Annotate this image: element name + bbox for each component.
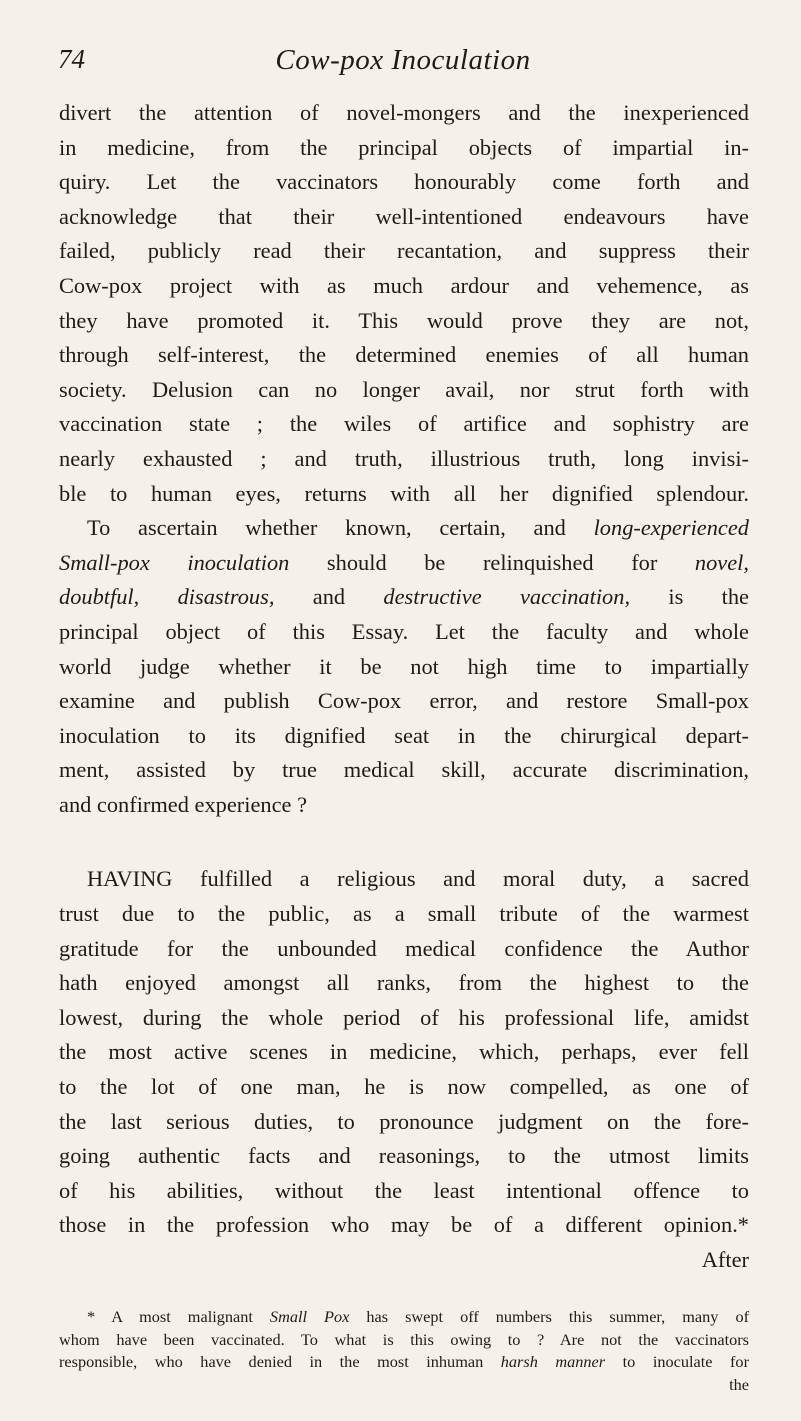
text-line: inoculation to its dignified seat in the chirurgical depart- [59,722,749,748]
text-line: those in the profession who may be of a different opinion.* [59,1212,749,1238]
italic-run: harsh manner [500,1352,606,1371]
text-run: responsible, who have denied in the most inhuman [59,1352,501,1371]
text-line [59,580,749,615]
text-line: nearly exhausted ; and truth, illustrious truth, long invisi- [59,445,749,471]
text-line: the last serious duties, to pronounce judgment on the fore- [59,1108,749,1134]
text-line: ble to human eyes, returns with all her dignified splendour. [59,480,749,506]
text-run: To ascertain whether known, certain, and [87,515,594,541]
text-line: HAVING fulfilled a religious and moral duty, a sacred [87,866,749,892]
text-line: world judge whether it be not high time to impartially [59,653,749,679]
text-line [59,546,749,581]
text-run: is the [630,584,749,610]
page-title: Cow-pox Inoculation [275,44,531,76]
text-run: to inoculate for [605,1352,749,1371]
footnote-line [59,1306,749,1329]
text-line: society. Delusion can no longer avail, nor strut forth with [59,376,749,402]
text-line: to the lot of one man, he is now compelled, as one of [59,1074,749,1100]
footnote-catchword: the [729,1374,749,1394]
text-line: going authentic facts and reasonings, to the utmost limits [59,1143,749,1169]
footnote [59,1306,749,1396]
footnote-line: whom have been vaccinated. To what is this owing to ? Are not the vaccinators [59,1329,749,1349]
text-line: of his abilities, without the least intentional offence to [59,1177,749,1203]
page-number: 74 [58,44,85,74]
italic-run: Small Pox [269,1307,350,1326]
text-line: lowest, during the whole period of his professional life, amidst [59,1004,749,1030]
text-line: the most active scenes in medicine, which, perhaps, ever fell [59,1039,749,1065]
text-line: Cow-pox project with as much ardour and vehemence, as [59,272,749,298]
text-run: and [274,584,384,610]
text-line: vaccination state ; the wiles of artifice and sophistry are [59,411,749,437]
text-run: * A most malignant [87,1307,270,1326]
text-line: they have promoted it. This would prove they are not, [59,307,749,333]
text-line: failed, publicly read their recantation, and suppress their [59,238,749,264]
text-line: trust due to the public, as a small tribute of the warmest [59,901,749,927]
text-line: hath enjoyed amongst all ranks, from the highest to the [59,970,749,996]
italic-run: doubtful, disastrous, [59,584,275,610]
text-line [59,511,749,546]
text-line: principal object of this Essay. Let the faculty and whole [59,618,749,644]
running-head [58,44,748,84]
text-line: through self-interest, the determined enemies of all human [59,342,749,368]
text-line: in medicine, from the principal objects of impartial in- [59,134,749,160]
body-text [59,96,749,1278]
text-line: and confirmed experience ? [59,791,308,817]
italic-run: novel, [694,549,749,575]
text-run: has swept off numbers this summer, many of [349,1307,750,1326]
text-line: gratitude for the unbounded medical confidence the Author [59,935,749,961]
text-line: examine and publish Cow-pox error, and restore Small-pox [59,688,749,714]
italic-run: Small-pox inoculation [59,549,290,575]
text-line: quiry. Let the vaccinators honourably come forth and [59,169,749,195]
text-line: ment, assisted by true medical skill, accurate discrimination, [59,757,749,783]
text-line: divert the attention of novel-mongers and the inexperienced [59,100,749,125]
italic-run: long-experienced [593,515,749,541]
italic-run: destructive vaccination, [383,584,631,610]
text-run: should be relinquished for [289,549,695,575]
catchword: After [701,1247,749,1272]
footnote-line [59,1351,749,1374]
text-line: acknowledge that their well-intentioned endeavours have [59,203,749,229]
